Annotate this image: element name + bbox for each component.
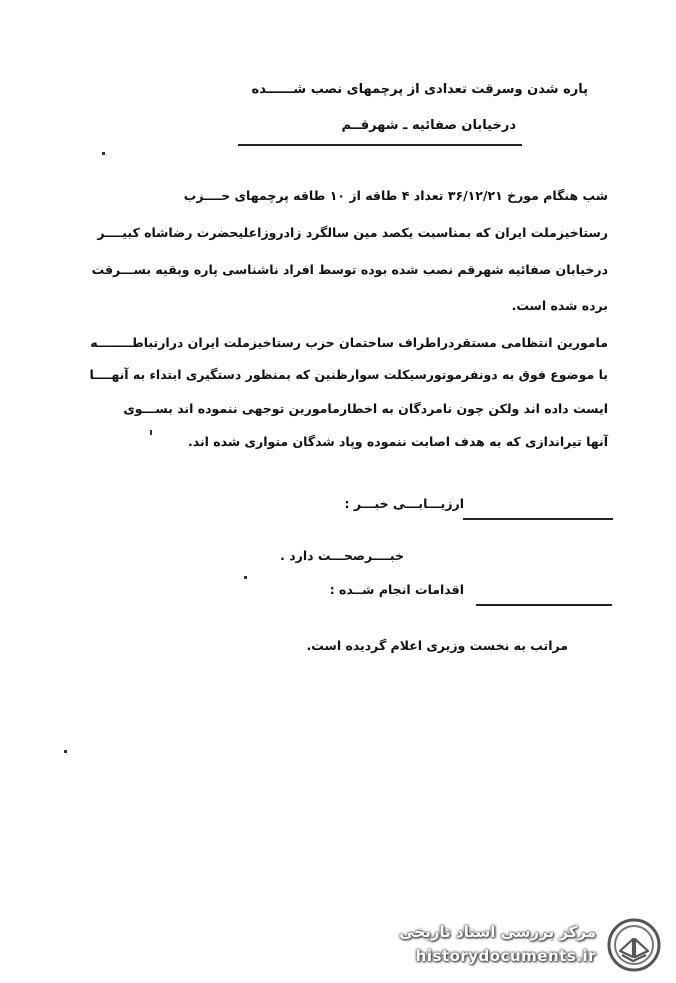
body-line: شب هنگام مورخ ۳۶/۱۲/۲۱ تعداد ۴ طاقه از ۱۰ طاقه پرچمهای حــــزب <box>183 188 608 203</box>
open-book-in-circle-icon <box>606 917 662 973</box>
actions-underline <box>476 604 612 606</box>
assessment-underline <box>463 518 613 520</box>
watermark-url: historydocuments.ir <box>415 947 596 965</box>
scan-speck <box>244 576 247 579</box>
scan-speck <box>150 430 152 435</box>
body-line: ایست داده اند ولکن چون نامردگان به اخطارمامورین توجهی ننموده اند بســـوی <box>123 401 608 416</box>
assessment-label: ارزیـــابـــی خبـــر : <box>344 496 464 511</box>
document-title-line-2: درخیابان صفائیه ـ شهرقــم <box>341 118 516 133</box>
watermark <box>372 917 662 973</box>
title-underline <box>238 144 522 146</box>
actions-value: مراتب به نخست وزیری اعلام گردیده است. <box>306 638 568 653</box>
body-line: آنها تیراندازی که به هدف اصابت ننموده وپاد شدگان متواری شده اند. <box>188 434 608 449</box>
assessment-value: خبــــرصحـــت دارد . <box>280 548 404 563</box>
watermark-name: مرکز بررسی اسناد تاریخی <box>399 923 596 941</box>
document-title-line-1: پاره شدن وسرقت تعدادی از پرچمهای نصب شــــــده <box>251 82 588 97</box>
scan-speck <box>102 152 105 155</box>
body-line: درخیابان صفائیه شهرقم نصب شده بوده توسط افراد ناشناسی پاره وبقیه بســـرقت <box>91 262 608 277</box>
body-line: برده شده است. <box>511 298 608 313</box>
scan-speck <box>64 750 67 753</box>
body-line: رستاخیزملت ایران که بمناسبت یکصد مین سالگرد زادروزاعلیحضرت رضاشاه کبیــــر <box>97 225 608 240</box>
actions-label: اقدامات انجام شــده : <box>329 582 464 597</box>
body-line: مامورین انتظامی مستقردراطراف ساختمان حزب رستاخیزملت ایران درارتباطــــــــه <box>90 335 608 350</box>
body-line: با موضوع فوق به دونفرموتورسیکلت سوارظنین که بمنظور دستگیری ابتداء به آنهــــا <box>89 367 608 382</box>
